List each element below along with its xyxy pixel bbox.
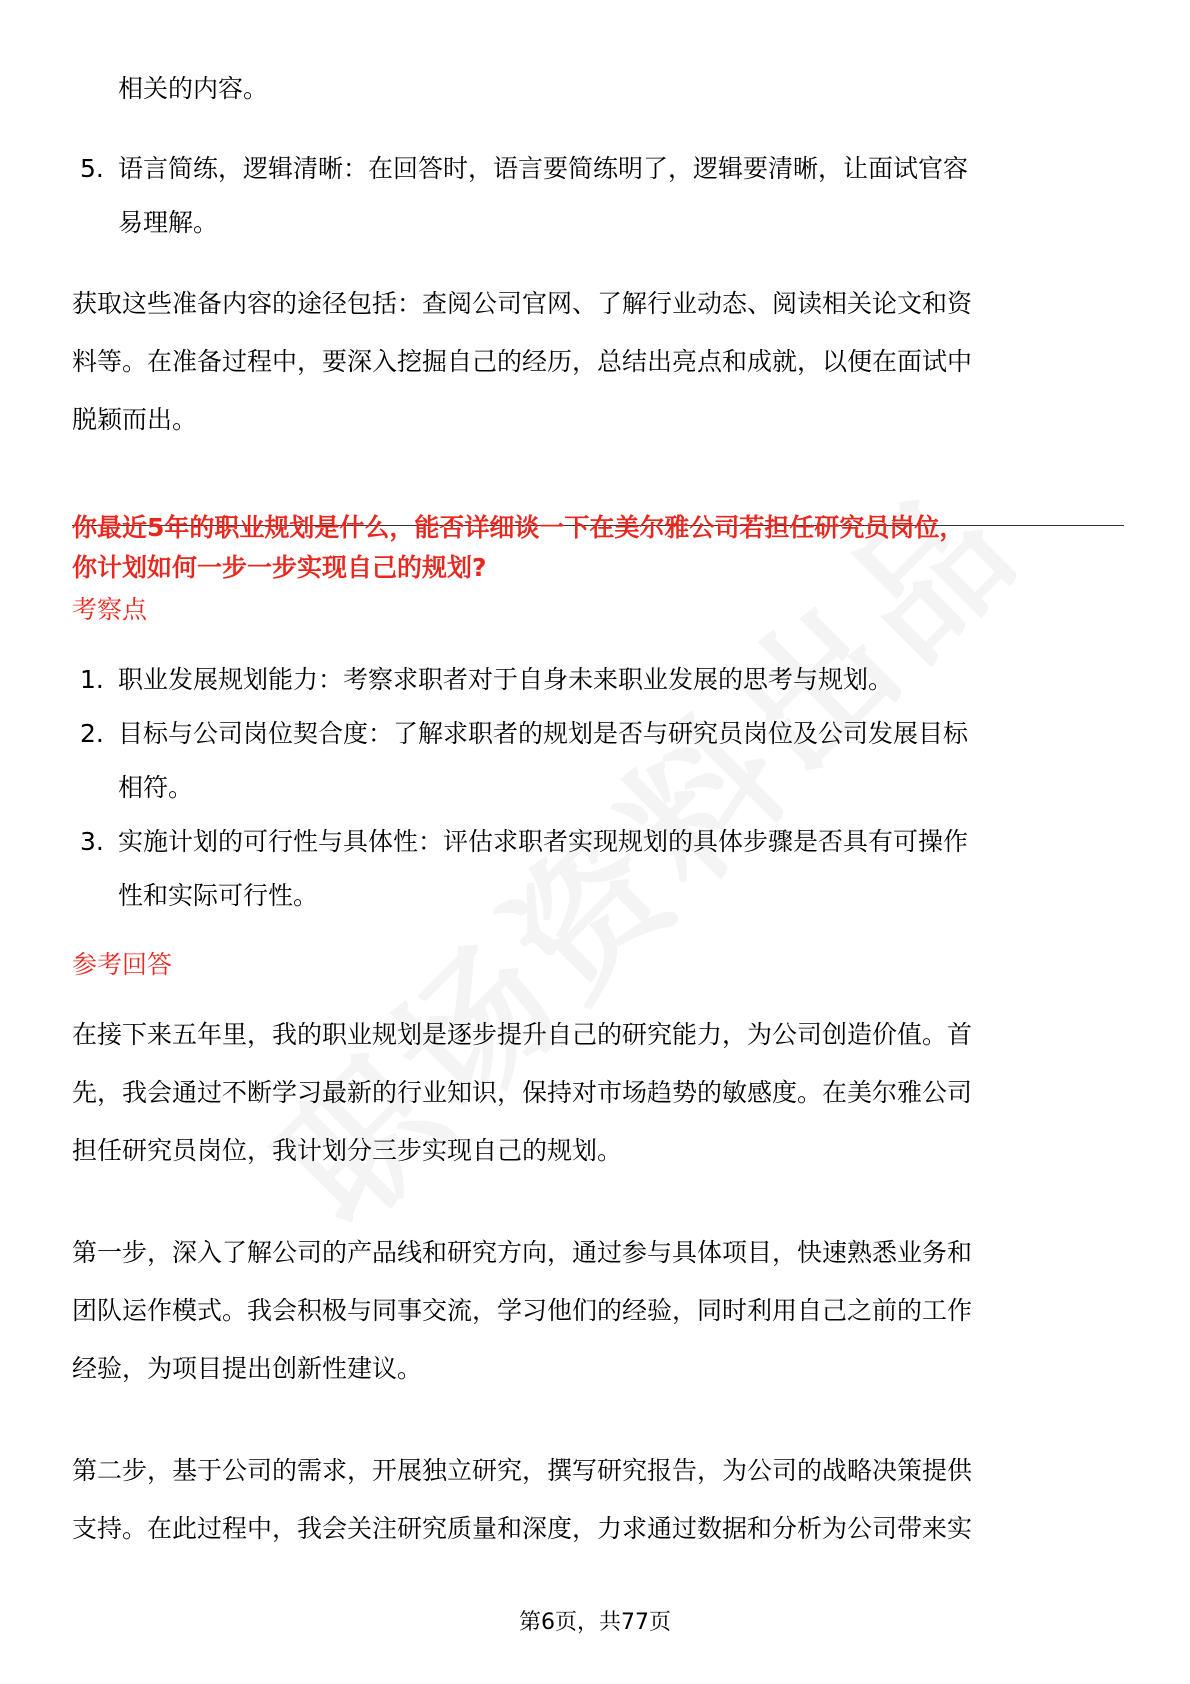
answer-paragraph-line: 先，我会通过不断学习最新的行业知识，保持对市场趋势的敏感度。在美尔雅公司 [72,1078,973,1107]
list-item-5-line2: 易理解。 [118,208,219,237]
prep-paragraph-line: 料等。在准备过程中，要深入挖掘自己的经历，总结出亮点和成就，以便在面试中 [72,347,973,376]
focus-item-1-number: 1. [80,665,104,694]
list-item-5-number: 5. [80,154,104,183]
focus-item-1-text: 职业发展规划能力：考察求职者对于自身未来职业发展的思考与规划。 [118,665,894,694]
focus-item-2-line2: 相符。 [118,773,194,802]
prep-paragraph [72,275,1122,449]
answer-paragraph-line: 团队运作模式。我会积极与同事交流，学习他们的经验，同时利用自己之前的工作 [72,1296,973,1325]
answer-paragraph-line: 第二步，基于公司的需求，开展独立研究，撰写研究报告，为公司的战略决策提供 [72,1456,973,1485]
page-footer: 第6页，共77页 [519,1610,671,1635]
question-heading [72,508,1132,588]
answer-paragraph-2 [72,1224,1122,1398]
answer-paragraph-line: 担任研究员岗位，我计划分三步实现自己的规划。 [72,1136,623,1165]
section-title-focus: 考察点 [72,595,148,624]
list-item-5-line1: 语言简练，逻辑清晰：在回答时，语言要简练明了，逻辑要清晰，让面试官容 [118,154,969,183]
focus-item-3-line1: 实施计划的可行性与具体性：评估求职者实现规划的具体步骤是否具有可操作 [118,827,969,856]
focus-item-3-number: 3. [80,827,104,856]
prep-paragraph-line: 获取这些准备内容的途径包括：查阅公司官网、了解行业动态、阅读相关论文和资 [72,289,973,318]
answer-paragraph-line: 经验，为项目提出创新性建议。 [72,1354,423,1383]
focus-item-2-line1: 目标与公司岗位契合度：了解求职者的规划是否与研究员岗位及公司发展目标 [118,719,969,748]
focus-item-3-line2: 性和实际可行性。 [118,881,319,910]
list-item-continuation: 相关的内容。 [118,74,269,103]
prep-paragraph-line: 脱颖而出。 [72,405,198,434]
answer-paragraph-3 [72,1442,1122,1558]
answer-paragraph-line: 第一步，深入了解公司的产品线和研究方向，通过参与具体项目，快速熟悉业务和 [72,1238,973,1267]
answer-paragraph-line: 在接下来五年里，我的职业规划是逐步提升自己的研究能力，为公司创造价值。首 [72,1020,973,1049]
question-line: 你计划如何一步一步实现自己的规划? [72,553,487,582]
answer-paragraph-line: 支持。在此过程中，我会关注研究质量和深度，力求通过数据和分析为公司带来实 [72,1514,973,1543]
answer-paragraph-1 [72,1006,1122,1180]
section-title-answer: 参考回答 [72,950,173,979]
question-line: 你最近5年的职业规划是什么，能否详细谈一下在美尔雅公司若担任研究员岗位， [72,513,965,542]
focus-item-2-number: 2. [80,719,104,748]
